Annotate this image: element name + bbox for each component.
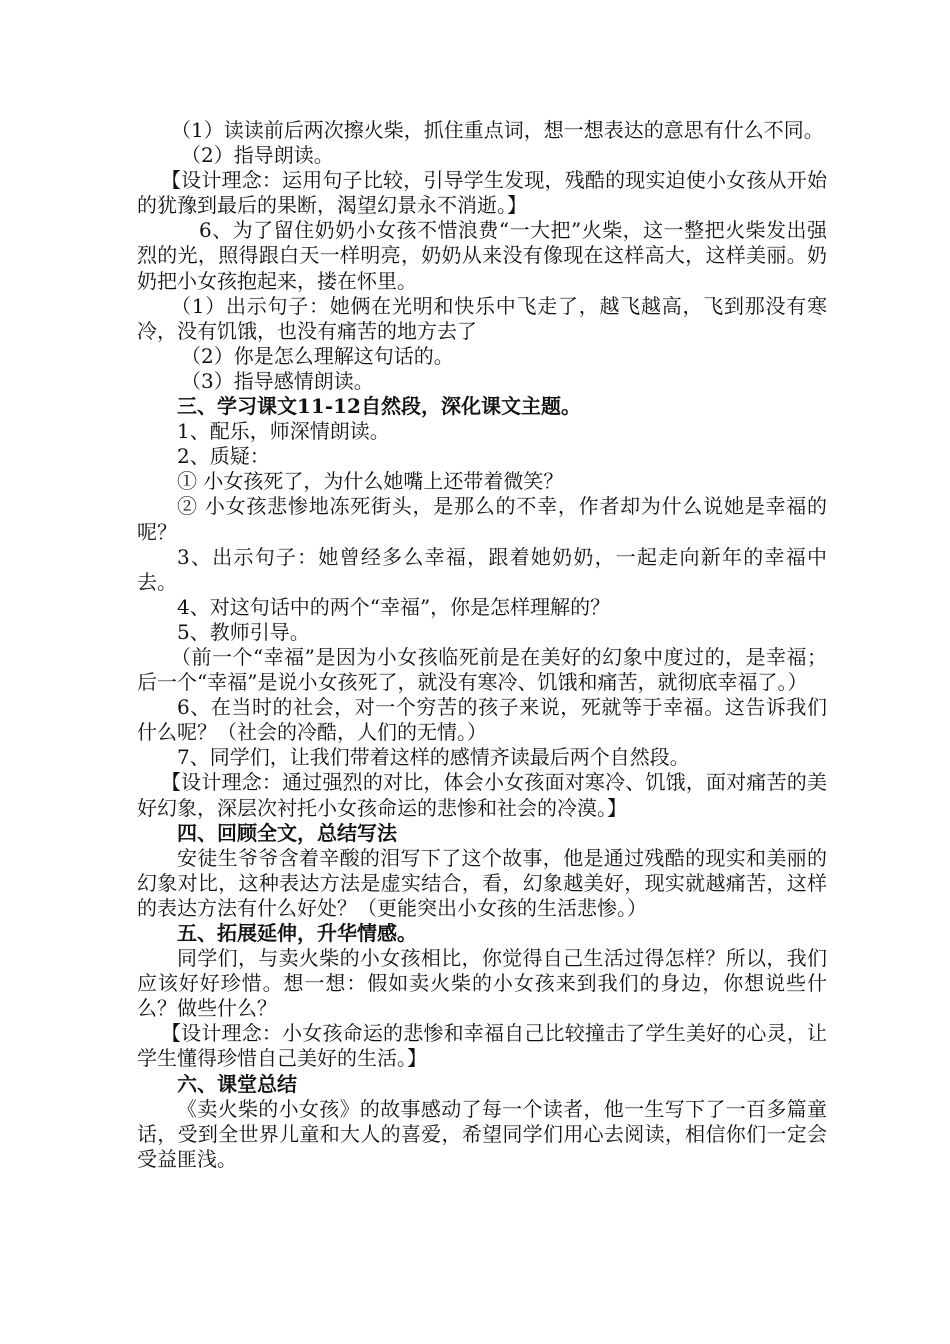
paragraph: （3）指导感情朗读。 <box>181 368 374 393</box>
section-heading: 三、学习课文11-12自然段，深化课文主题。 <box>177 394 581 419</box>
paragraph: （2）指导朗读。 <box>181 143 334 168</box>
paragraph: 2、质疑： <box>177 444 270 469</box>
paragraph: 6、在当时的社会，对一个穷苦的孩子来说，死就等于幸福。这告诉我们什么呢？（社会的冷酷，人们的无情。） <box>137 695 827 745</box>
paragraph: （前一个“幸福”是因为小女孩临死前是在美好的幻象中度过的，是幸福；后一个“幸福”是说小女孩死了，就没有寒冷、饥饿和痛苦，就彻底幸福了。） <box>137 644 827 695</box>
paragraph: 7、同学们，让我们带着这样的感情齐读最后两个自然段。 <box>177 745 690 770</box>
section-heading: 四、回顾全文，总结写法 <box>177 820 397 845</box>
section-heading: 五、拓展延伸，升华情感。 <box>177 921 417 945</box>
design-note-paragraph: 【设计理念：运用句子比较，引导学生发现，残酷的现实迫使小女孩从开始的犹豫到最后的果断，渴望幻景永不消逝。】 <box>137 168 827 218</box>
paragraph: 1、配乐，师深情朗读。 <box>177 419 390 444</box>
paragraph: 3、出示句子：她曾经多么幸福，跟着她奶奶，一起走向新年的幸福中去。 <box>137 544 827 594</box>
paragraph: （1）出示句子：她俩在光明和快乐中飞走了，越飞越高，飞到那没有寒冷，没有饥饿，也没有痛苦的地方去了 <box>137 293 827 343</box>
paragraph: 安徒生爷爷含着辛酸的泪写下了这个故事，他是通过残酷的现实和美丽的幻象对比，这种表达方法是虚实结合，看，幻象越美好，现实就越痛苦，这样的表达方法有什么好处？（更能突出小女孩的生活悲惨。） <box>137 845 827 920</box>
document-body <box>137 118 827 1172</box>
paragraph: ② 小女孩悲惨地冻死街头，是那么的不幸，作者却为什么说她是幸福的呢？ <box>137 494 827 544</box>
section-heading: 六、课堂总结 <box>177 1071 297 1096</box>
paragraph: 4、对这句话中的两个“幸福”，你是怎样理解的？ <box>177 594 611 619</box>
paragraph: （1）读读前后两次擦火柴，抓住重点词，想一想表达的意思有什么不同。 <box>171 118 824 142</box>
paragraph: ① 小女孩死了，为什么她嘴上还带着微笑？ <box>177 469 564 494</box>
paragraph: （2）你是怎么理解这句话的。 <box>181 343 454 368</box>
paragraph: 5、教师引导。 <box>177 619 310 644</box>
design-note-paragraph: 【设计理念：小女孩命运的悲惨和幸福自己比较撞击了学生美好的心灵，让学生懂得珍惜自己美好的生活。】 <box>137 1021 827 1071</box>
paragraph: 同学们，与卖火柴的小女孩相比，你觉得自己生活过得怎样？所以，我们应该好好珍惜。想一想：假如卖火柴的小女孩来到我们的身边，你想说些什么？做些什么？ <box>137 946 827 1021</box>
design-note-paragraph: 【设计理念：通过强烈的对比，体会小女孩面对寒冷、饥饿，面对痛苦的美好幻象，深层次衬托小女孩命运的悲惨和社会的冷漠。】 <box>137 770 827 820</box>
paragraph: 《卖火柴的小女孩》的故事感动了每一个读者，他一生写下了一百多篇童话，受到全世界儿童和大人的喜爱，希望同学们用心去阅读，相信你们一定会受益匪浅。 <box>137 1096 827 1171</box>
paragraph: 6、为了留住奶奶小女孩不惜浪费“一大把”火柴，这一整把火柴发出强烈的光，照得跟白天一样明亮，奶奶从来没有像现在这样高大，这样美丽。奶奶把小女孩抱起来，搂在怀里。 <box>137 218 827 293</box>
